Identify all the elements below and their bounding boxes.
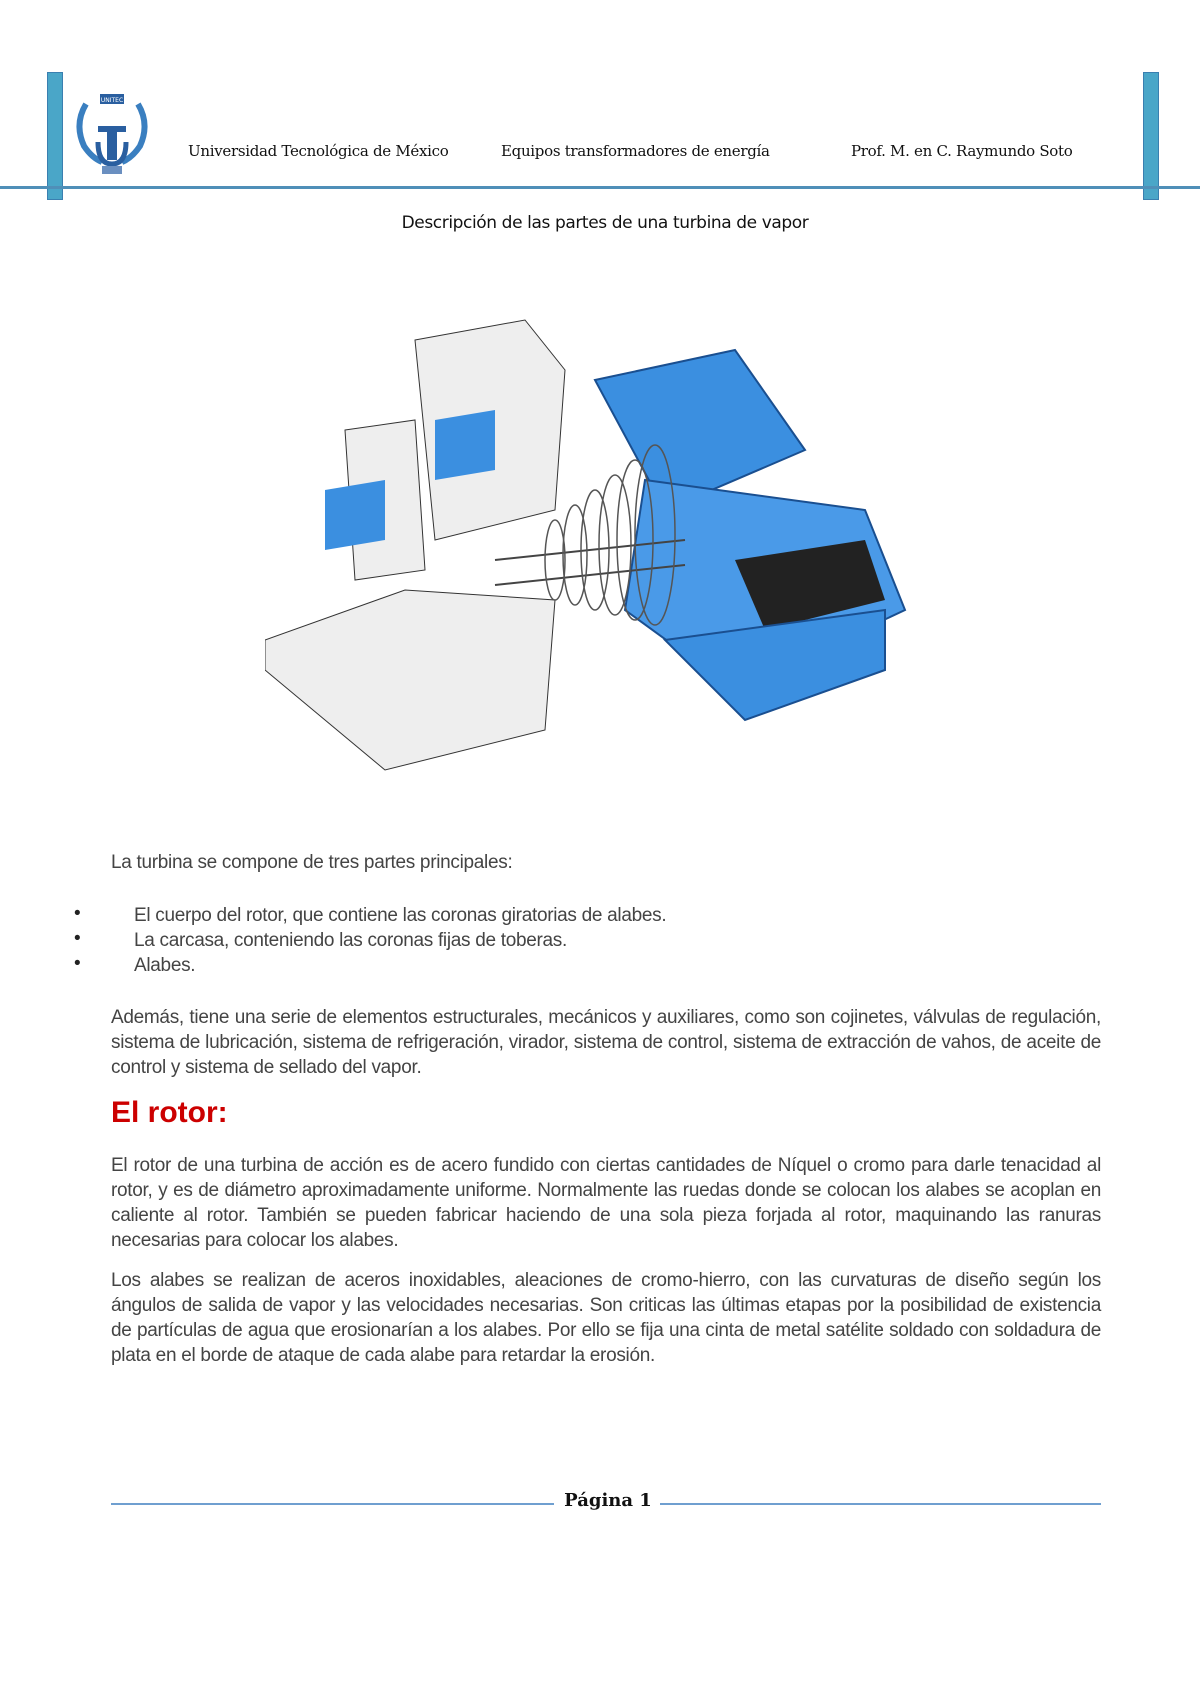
rotor-paragraph-1: El rotor de una turbina de acción es de acero fundido con ciertas cantidades de Níquel o cromo para darle tenacidad al rotor, y es de diámetro aproximadamente uniforme. Normalmente las ruedas donde se colocan los alabes se acoplan en caliente al rotor. También se pueden fabricar haciendo de una sola pieza forjada al rotor, maquinando las ranuras necesarias para colocar los alabes. (111, 1155, 1101, 1251)
header-right-bar (1143, 72, 1159, 200)
header-university: Universidad Tecnológica de México (188, 142, 449, 160)
page-number: Página 1 (564, 1490, 652, 1511)
list-item: El cuerpo del rotor, que contiene las coronas giratorias de alabes. (134, 905, 667, 926)
svg-text:UNITEC: UNITEC (100, 97, 124, 104)
document-title: Descripción de las partes de una turbina de vapor (401, 213, 809, 233)
intro-text: La turbina se compone de tres partes principales: (111, 852, 513, 873)
list-item: La carcasa, conteniendo las coronas fijas de toberas. (134, 930, 567, 951)
header-course: Equipos transformadores de energía (501, 142, 770, 160)
footer-line-right (660, 1503, 1101, 1505)
footer-line-left (111, 1503, 554, 1505)
header-professor: Prof. M. en C. Raymundo Soto (851, 142, 1073, 160)
rotor-paragraph-2: Los alabes se realizan de aceros inoxidables, aleaciones de cromo-hierro, con las curvaturas de diseño según los ángulos de salida de vapor y las velocidades necesarias. Son criticas las últimas etapas por la posibilidad de existencia de partículas de agua que erosionarían a los alabes. Por ello se fija una cinta de metal satélite soldado con soldadura de plata en el borde de ataque de cada alabe para retardar la erosión. (111, 1270, 1101, 1366)
bullet-icon: • (74, 953, 81, 974)
bullet-icon: • (74, 928, 81, 949)
rotor-heading: El rotor: (111, 1096, 228, 1129)
list-item: Alabes. (134, 955, 196, 976)
bullet-icon: • (74, 903, 81, 924)
header-divider (0, 186, 1200, 189)
university-logo (72, 84, 152, 176)
ademas-paragraph: Además, tiene una serie de elementos estructurales, mecánicos y auxiliares, como son cojinetes, válvulas de regulación, sistema de lubricación, sistema de refrigeración, virador, sistema de control, sistema de extracción de vahos, de aceite de control y sistema de sellado del vapor. (111, 1007, 1101, 1078)
steam-turbine-illustration (265, 310, 940, 780)
header-left-bar (47, 72, 63, 200)
